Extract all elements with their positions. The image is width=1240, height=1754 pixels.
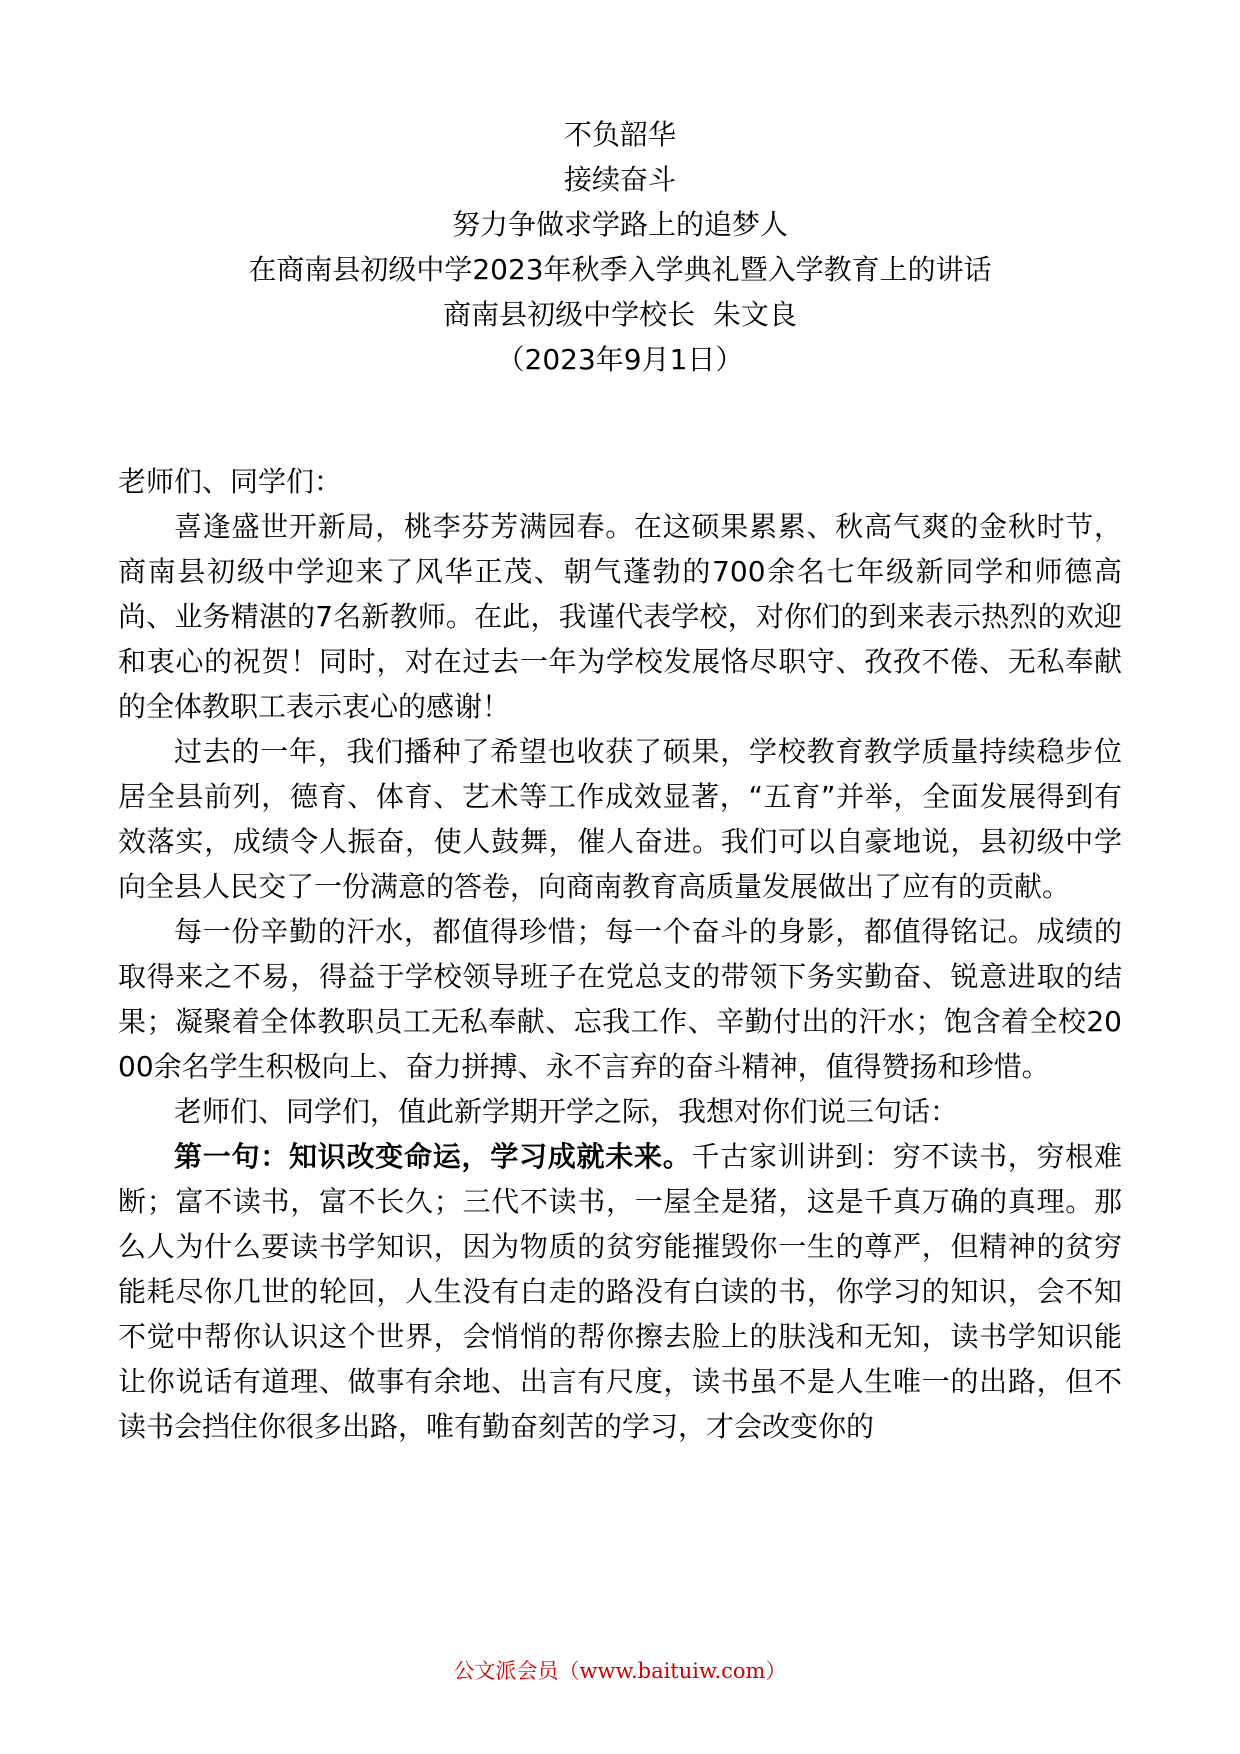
paragraph-3: 每一份辛勤的汗水，都值得珍惜；每一个奋斗的身影，都值得铭记。成绩的取得来之不易，得益于学校领导班子在党总支的带领下务实勤奋、锐意进取的结果；凝聚着全体教职员工无私奉献、忘我工作、辛勤付出的汗水；饱含着全校2000余名学生积极向上、奋力拼搏、永不言弃的奋斗精神，值得赞扬和珍惜。 xyxy=(118,915,1122,1083)
footer-watermark: 公文派会员（www.baituiw.com） xyxy=(453,1659,787,1683)
speaker-line: 商南县初级中学校长 朱文良 xyxy=(443,298,797,331)
paragraph-5 xyxy=(118,1134,1122,1449)
paragraph-5-lead: 第一句：知识改变命运，学习成就未来。 xyxy=(174,1140,692,1173)
speech-body xyxy=(118,459,1122,1449)
paragraph-5-text: 千古家训讲到：穷不读书，穷根难断；富不读书，富不长久；三代不读书，一屋全是猪，这是千真万确的真理。那么人为什么要读书学知识，因为物质的贫穷能摧毁你一生的尊严，但精神的贫穷能耗尽你几世的轮回，人生没有白走的路没有白读的书，你学习的知识，会不知不觉中帮你认识这个世界，会悄悄的帮你擦去脸上的肤浅和无知，读书学知识能让你说话有道理、做事有余地、出言有尺度，读书虽不是人生唯一的出路，但不读书会挡住你很多出路，唯有勤奋刻苦的学习，才会改变你的 xyxy=(118,1140,1122,1443)
speech-date: （2023年9月1日） xyxy=(496,343,744,376)
title-line-3: 努力争做求学路上的追梦人 xyxy=(451,208,788,241)
title-line-2: 接续奋斗 xyxy=(563,163,676,196)
paragraph-1: 喜逢盛世开新局，桃李芬芳满园春。在这硕果累累、秋高气爽的金秋时节，商南县初级中学迎来了风华正茂、朝气蓬勃的700余名七年级新同学和师德高尚、业务精湛的7名新教师。在此，我谨代表学校，对你们的到来表示热烈的欢迎和衷心的祝贺！同时，对在过去一年为学校发展恪尽职守、孜孜不倦、无私奉献的全体教职工表示衷心的感谢！ xyxy=(118,510,1122,723)
paragraph-2: 过去的一年，我们播种了希望也收获了硕果，学校教育教学质量持续稳步位居全县前列，德育、体育、艺术等工作成效显著，“五育”并举，全面发展得到有效落实，成绩令人振奋，使人鼓舞，催人奋进。我们可以自豪地说，县初级中学向全县人民交了一份满意的答卷，向商南教育高质量发展做出了应有的贡献。 xyxy=(118,735,1122,903)
speech-occasion: 在商南县初级中学2023年秋季入学典礼暨入学教育上的讲话 xyxy=(248,253,992,286)
salutation: 老师们、同学们： xyxy=(118,465,343,498)
title-line-1: 不负韶华 xyxy=(563,118,676,151)
paragraph-4: 老师们、同学们，值此新学期开学之际，我想对你们说三句话： xyxy=(174,1095,959,1128)
title-block xyxy=(0,112,1240,382)
